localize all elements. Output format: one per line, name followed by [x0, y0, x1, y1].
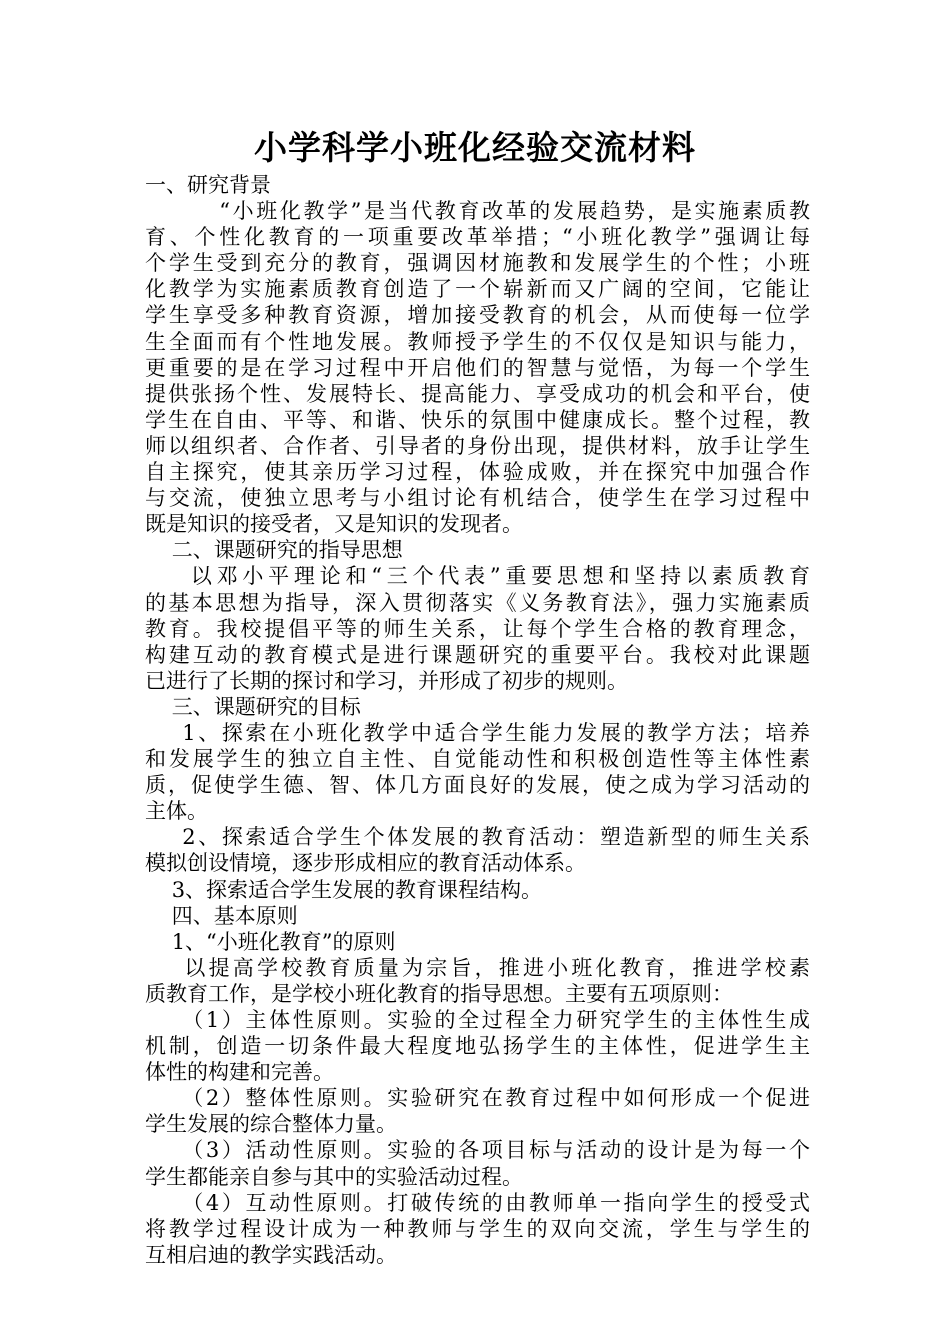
text-line: 以邓小平理论和“三个代表”重要思想和坚持以素质教育	[145, 564, 810, 589]
text-line: 主体。	[145, 799, 208, 824]
text-line: 1、“小班化教育”的原则	[145, 929, 396, 954]
section-heading: 一、研究背景	[145, 173, 271, 197]
paragraph	[145, 824, 810, 876]
section-4	[145, 903, 810, 1268]
text-line: 和发展学生的独立自主性、自觉能动性和积极创造性等主体性素	[145, 747, 810, 772]
section-heading: 四、基本原则	[145, 903, 298, 928]
text-line: 化教学为实施素质教育创造了一个崭新而又广阔的空间，它能让	[145, 277, 810, 302]
section-2	[145, 537, 810, 694]
text-line: 提供张扬个性、发展特长、提高能力、享受成功的机会和平台，使	[145, 381, 810, 406]
paragraph	[145, 563, 810, 693]
text-line: 学生享受多种教育资源，增加接受教育的机会，从而使每一位学	[145, 303, 810, 328]
text-line: 自主探究，使其亲历学习过程，体验成败，并在探究中加强合作	[145, 460, 810, 485]
text-line: 1、探索在小班化教学中适合学生能力发展的教学方法；培养	[145, 720, 810, 745]
paragraph	[145, 929, 810, 955]
text-line: （4）互动性原则。打破传统的由教师单一指向学生的授受式	[145, 1190, 810, 1215]
text-line: 师以组织者、合作者、引导者的身份出现，提供材料，放手让学生	[145, 433, 810, 458]
text-line: 教育。我校提倡平等的师生关系，让每个学生合格的教育理念，	[145, 616, 810, 641]
text-line: 构建互动的教育模式是进行课题研究的重要平台。我校对此课题	[145, 642, 810, 667]
text-line: 将教学过程设计成为一种教师与学生的双向交流，学生与学生的	[145, 1216, 810, 1241]
text-line: 2、探索适合学生个体发展的教育活动：塑造新型的师生关系	[145, 825, 810, 850]
text-line: 学生发展的综合整体力量。	[145, 1112, 397, 1137]
text-line: 学生在自由、平等、和谐、快乐的氛围中健康成长。整个过程，教	[145, 407, 810, 432]
text-line: 机制，创造一切条件最大程度地弘扬学生的主体性，促进学生主	[145, 1034, 810, 1059]
paragraph	[145, 955, 810, 1007]
text-line: 以提高学校教育质量为宗旨，推进小班化教育，推进学校素	[145, 955, 810, 980]
section-heading: 二、课题研究的指导思想	[145, 538, 403, 563]
text-line: 更重要的是在学习过程中开启他们的智慧与觉悟，为每一个学生	[145, 355, 810, 380]
text-line: “小班化教学”是当代教育改革的发展趋势，是实施素质教	[145, 199, 810, 224]
text-line: 已进行了长期的探讨和学习，并形成了初步的规则。	[145, 668, 628, 693]
text-line: （1）主体性原则。实验的全过程全力研究学生的主体性生成	[145, 1008, 810, 1032]
paragraph	[145, 1007, 810, 1085]
text-line: 互相启迪的教学实践活动。	[145, 1242, 397, 1267]
text-line: 学生都能亲自参与其中的实验活动过程。	[145, 1164, 523, 1189]
text-line: 体性的构建和完善。	[145, 1060, 334, 1085]
paragraph	[145, 1085, 810, 1137]
paragraph	[145, 720, 810, 824]
text-line: 个学生受到充分的教育，强调因材施教和发展学生的个性；小班	[145, 251, 810, 276]
text-line: 质，促使学生德、智、体几方面良好的发展，使之成为学习活动的	[145, 773, 810, 798]
text-line: 育、个性化教育的一项重要改革举措；“小班化教学”强调让每	[145, 225, 810, 250]
paragraph	[145, 1137, 810, 1189]
paragraph	[145, 198, 810, 537]
document-body	[145, 172, 810, 1268]
section-heading: 三、课题研究的目标	[145, 694, 361, 719]
text-line: 模拟创设情境，逐步形成相应的教育活动体系。	[145, 851, 586, 876]
text-line: 3、探索适合学生发展的教育课程结构。	[145, 877, 543, 902]
text-line: 的基本思想为指导，深入贯彻落实《义务教育法》，强力实施素质	[145, 590, 810, 615]
paragraph	[145, 877, 810, 903]
section-3	[145, 694, 810, 903]
text-line: 与交流，使独立思考与小组讨论有机结合，使学生在学习过程中	[145, 486, 810, 511]
section-1	[145, 172, 810, 537]
document-title: 小学科学小班化经验交流材料	[254, 128, 696, 167]
text-line: 质教育工作，是学校小班化教育的指导思想。主要有五项原则：	[145, 981, 733, 1006]
text-line: 既是知识的接受者，又是知识的发现者。	[145, 512, 523, 537]
text-line: （2）整体性原则。实验研究在教育过程中如何形成一个促进	[145, 1086, 810, 1111]
text-line: 生全面而有个性地发展。教师授予学生的不仅仅是知识与能力，	[145, 329, 810, 354]
text-line: （3）活动性原则。实验的各项目标与活动的设计是为每一个	[145, 1138, 810, 1163]
paragraph	[145, 1190, 810, 1268]
